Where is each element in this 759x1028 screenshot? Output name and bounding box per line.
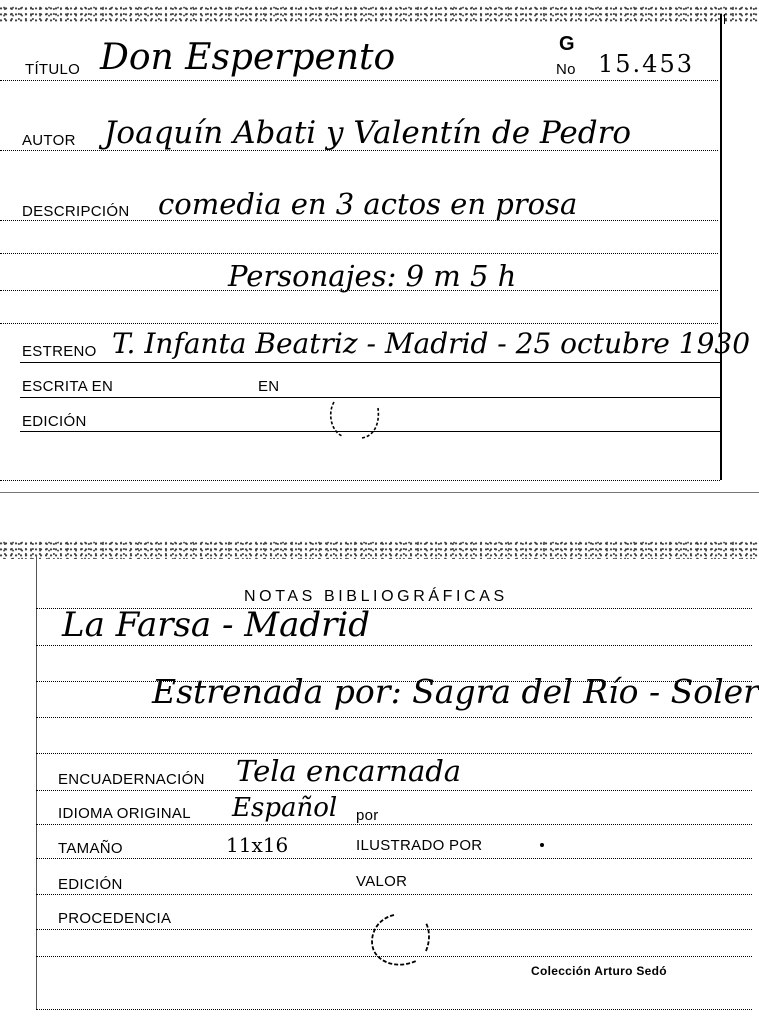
autor-line	[0, 150, 718, 151]
numero-value: 15.453	[598, 50, 694, 78]
punch-hole-mark	[322, 396, 388, 444]
encuadernacion-line	[36, 790, 752, 791]
card-bottom-edge	[0, 480, 720, 481]
card-top-edge-texture	[0, 6, 759, 22]
tamano-value: 11x16	[226, 833, 289, 857]
valor-label: VALOR	[356, 873, 408, 890]
note-line-2: Estrenada por: Sagra del Río - Soler	[152, 672, 759, 711]
card-right-rule-tick	[724, 14, 725, 24]
blank-line-1	[0, 253, 718, 254]
card-left-rule	[36, 555, 37, 1010]
ilustrado-label: ILUSTRADO POR	[356, 837, 483, 854]
notes-line-4	[36, 717, 752, 718]
titulo-label: TÍTULO	[25, 61, 81, 78]
autor-value: Joaquín Abati y Valentín de Pedro	[104, 115, 632, 151]
idioma-label: IDIOMA ORIGINAL	[58, 805, 191, 822]
blank-line-3	[0, 323, 718, 324]
encuadernacion-label: ENCUADERNACIÓN	[58, 771, 205, 788]
edicion-label-back: EDICIÓN	[58, 876, 123, 893]
ink-dot	[540, 843, 544, 847]
notas-heading: NOTAS BIBLIOGRÁFICAS	[244, 588, 508, 605]
edicion-label: EDICIÓN	[22, 413, 87, 430]
tamano-line	[36, 858, 752, 859]
personajes-value: Personajes: 9 m 5 h	[228, 259, 517, 293]
card-right-rule	[720, 14, 722, 480]
stamp-letter: G	[559, 33, 575, 55]
estreno-value: T. Infanta Beatriz - Madrid - 25 octubre 1930	[112, 327, 751, 360]
descripcion-label: DESCRIPCIÓN	[22, 203, 130, 220]
card-bottom-edge	[36, 1009, 752, 1010]
notes-line-2	[36, 645, 752, 646]
tamano-label: TAMAÑO	[58, 840, 123, 857]
estreno-label: ESTRENO	[22, 343, 97, 360]
card-bottom-border	[0, 492, 759, 493]
catalog-card-back	[0, 535, 759, 1028]
autor-label: AUTOR	[22, 132, 76, 149]
titulo-line	[0, 80, 718, 81]
blank-line-2	[0, 290, 718, 291]
por-label: por	[356, 807, 379, 824]
idioma-line	[36, 824, 752, 825]
collection-footer: Colección Arturo Sedó	[531, 964, 667, 978]
edicion-line-back	[36, 894, 752, 895]
idioma-value: Español	[232, 793, 338, 823]
punch-hole-mark	[364, 911, 436, 971]
descripcion-line	[0, 220, 718, 221]
note-line-1: La Farsa - Madrid	[62, 605, 371, 645]
card-top-edge-texture	[0, 541, 759, 559]
en-label: EN	[258, 378, 280, 395]
descripcion-value: comedia en 3 actos en prosa	[158, 187, 578, 221]
encuadernacion-value: Tela encarnada	[236, 754, 462, 788]
titulo-value: Don Esperpento	[100, 37, 396, 78]
catalog-card-front	[0, 0, 759, 495]
notes-line-3	[36, 681, 752, 682]
procedencia-label: PROCEDENCIA	[58, 910, 172, 927]
estreno-line	[20, 362, 720, 363]
escrita-label: ESCRITA EN	[22, 378, 114, 395]
numero-label: No	[556, 61, 576, 78]
